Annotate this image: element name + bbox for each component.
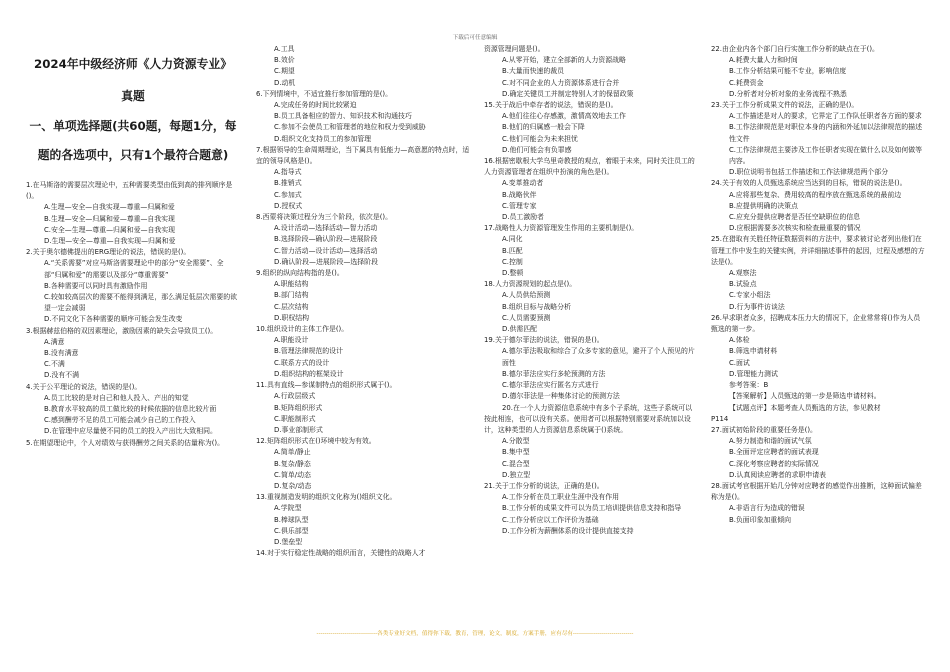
answer-option: A.职能结构 <box>274 280 309 289</box>
answer-option: D.确认阶段—进展阶段—选择阶段 <box>274 257 378 266</box>
answer-option: D.行为事件访谈法 <box>729 302 785 311</box>
answer-option: A.指导式 <box>274 168 302 177</box>
answer-option: D.组织文化支持员工的参加管理 <box>274 134 372 143</box>
question-stem: 11.具有直线—参谋制特点的组织形式属于()。 <box>256 381 397 390</box>
answer-option: D.供需匹配 <box>502 325 538 334</box>
answer-option: A.设计活动—选择活动—智力活动 <box>274 224 378 233</box>
answer-option: B.效价 <box>274 56 295 65</box>
answer-option: C.职能制形式 <box>274 414 316 423</box>
answer-option: D.事业部制形式 <box>274 425 323 434</box>
answer-option: B.工作分析的成果文件可以为员工培训提供信息支持和指导 <box>502 504 682 513</box>
answer-option: A.努力制造和谐的面试气氛 <box>729 437 812 446</box>
answer-option: D.在管理中应尽量使不同的员工的投入产出比大致相同。 <box>44 427 217 436</box>
answer-option: B.负面印象加重倾向 <box>729 515 792 524</box>
answer-option: C.工作分析应以工作评价为基础 <box>502 515 599 524</box>
column-1-lines <box>26 180 240 449</box>
answer-option: D.整顿 <box>502 269 524 278</box>
answer-option: A.学院型 <box>274 504 302 513</box>
answer-option: D.没有不满 <box>44 371 80 380</box>
answer-option: D.他们可能会有负罪感 <box>502 145 572 154</box>
answer-option: C.应充分提供应聘者是否任空缺职位的信息 <box>729 213 861 222</box>
question-stem: 13.重视制造发明的组织文化称为()组织文化。 <box>256 493 397 502</box>
answer-option: B.战略伙伴 <box>502 190 537 199</box>
answer-option: B.应提供明确的决策点 <box>729 201 798 210</box>
answer-option: A.“关系需要”对应马斯洛需要理论中的部分“安全需要”、全部“归属和爱”的需要以及部分“尊重需要” <box>44 259 224 279</box>
answer-option: C.安全—生理—尊重—归属和爱—自我实现 <box>44 225 176 234</box>
answer-option: C.德尔菲法应实行匿名方式进行 <box>502 381 599 390</box>
answer-option: C.参加式 <box>274 190 302 199</box>
answer-option: A.生理—安全—自我实现—尊重—归属和爱 <box>44 203 175 212</box>
answer-option: A.行政层级式 <box>274 392 316 401</box>
answer-option: D.认真阅读应聘者的求职申请表 <box>729 470 827 479</box>
answer-option: A.员工比较的是对自己和他人投入、产出的知觉 <box>44 393 189 402</box>
question-stem: 14.对于实行稳定性战略的组织而言，关键性的战略人才 <box>256 549 426 558</box>
answer-option: A.简单/静止 <box>274 448 311 457</box>
answer-option: B.匹配 <box>502 246 523 255</box>
header-note: 下载后可任意编辑 <box>452 35 498 41</box>
question-stem: 18.人力资源规划的起点是()。 <box>484 280 577 289</box>
question-stem: 12.矩阵组织形式在()环境中较为有效。 <box>256 437 376 446</box>
answer-option: D.复杂/动态 <box>274 481 312 490</box>
answer-option: D.德尔菲法是一种集体讨论的预测方法 <box>502 392 620 401</box>
answer-option: C.人员需要预测 <box>502 313 551 322</box>
answer-option: B.管理法律规范的设计 <box>274 347 343 356</box>
answer-option: A.耗费大量人力和时间 <box>729 56 798 65</box>
answer-option: A.分散型 <box>502 437 530 446</box>
answer-option: A.职能设计 <box>274 336 309 345</box>
answer-option: C.期望 <box>274 67 295 76</box>
answer-option: C.俱乐部型 <box>274 526 309 535</box>
question-stem: 3.根据赫兹伯格的双因素理论，激励因素的缺失会导致员工()。 <box>26 326 218 335</box>
answer-option: B.各种需要可以同时具有激励作用 <box>44 281 148 290</box>
column-4-lines <box>711 44 925 526</box>
question-stem: 26.早求职者众多，招聘成本压力大的情况下，企业常常将()作为人员甄选的第一步。 <box>711 313 921 334</box>
question-stem: 25.在猎取有关胜任特征数据资料的方法中，要求被讨论者列出他们在管理工作中发生的关键实例，并详细描述事件的起因，过程及感想的方法是()。 <box>711 235 925 266</box>
answer-option: C.面试 <box>729 358 750 367</box>
answer-option: B.全面评定应聘者的面试表现 <box>729 448 819 457</box>
answer-option: B.没有满意 <box>44 349 79 358</box>
answer-option: B.推销式 <box>274 179 302 188</box>
question-stem: 9.组织的纵向结构指的是()。 <box>256 269 344 278</box>
answer-option: D.职权结构 <box>274 313 310 322</box>
question-stem: 21.关于工作分析的说法，正确的是()。 <box>484 481 604 490</box>
document-title: 2024年中级经济师《人力资源专业》 <box>34 57 232 71</box>
answer-option: B.矩阵组织形式 <box>274 403 323 412</box>
question-stem: 22.由企业内各个部门自行实施工作分析的缺点在于()。 <box>711 45 879 53</box>
question-stem: 27.面试初始阶段的重要任务是()。 <box>711 425 817 434</box>
footer-note: ------------------------------各类专业好文档，值得你下载，教育，管理，论文，制度，方案手册，应有尽有------------------------------ <box>316 631 634 637</box>
question-stem: 5.在期望理论中，个人对绩效与获得酬劳之间关系的估量称为()。 <box>26 438 224 447</box>
answer-option: B.集中型 <box>502 448 530 457</box>
answer-option: A.同化 <box>502 235 523 244</box>
answer-option: B.试验点 <box>729 280 757 289</box>
answer-option: D.职位说明书包括工作描述和工作法律规范两个部分 <box>729 168 889 177</box>
answer-option: D.分析者对分析对象的业务流程不熟悉 <box>729 89 847 98</box>
answer-option: A.变革推动者 <box>502 179 544 188</box>
answer-option: C.联系方式的设计 <box>274 358 330 367</box>
answer-option: B.生理—安全—归属和爱—尊重—自我实现 <box>44 214 175 223</box>
answer-option: C.管理专家 <box>502 201 537 210</box>
answer-option: B.棒球队型 <box>274 515 309 524</box>
answer-option: B.德尔菲法应实行多轮预测的方法 <box>502 369 606 378</box>
question-stem: 7.根据领导的生命周期理论，当下属具有低能力—高意愿的特点时，适宜的领导风格是()。 <box>256 145 470 166</box>
answer-option: B.他们的归属感一般会下降 <box>502 123 585 132</box>
question-stem: 23.关于工作分析成果文件的说法，正确的是()。 <box>711 101 859 110</box>
column-3 <box>484 44 698 619</box>
answer-option: B.组织目标与战略分析 <box>502 302 571 311</box>
answer-option: A.德尔菲法吸取和综合了众多专家的意见，避开了个人预见的片面性 <box>502 347 695 367</box>
question-stem: 2.关于奥尔德佛提出的ERG理论的说法，错误的是()。 <box>26 248 191 257</box>
answer-option: C.深化考察应聘者的实际情况 <box>729 459 819 468</box>
answer-option: C.专家小组法 <box>729 291 771 300</box>
answer-option: A.应将那些复杂、费用较高的程序放在甄选系统的最前边 <box>729 190 902 199</box>
question-stem: 10.组织设计的主体工作是()。 <box>256 325 349 334</box>
answer-option: 【答案解析】人员甄选的第一步是筛选申请材料。 <box>729 392 881 401</box>
answer-option: C.他们可能会为未来担忧 <box>502 134 578 143</box>
answer-option: B.工作法律规范是对职位本身的内涵和外延加以法律规范的描述性文件 <box>729 123 922 143</box>
column-2 <box>256 44 470 619</box>
text-line: 资源管理问题是()。 <box>484 45 545 53</box>
answer-option: A.从零开始，建立全部新的人力资源战略 <box>502 56 626 65</box>
answer-option: D.员工激励者 <box>502 213 544 222</box>
answer-option: B.选择阶段—确认阶段—进展阶段 <box>274 235 378 244</box>
question-stem: 6.下列情境中，不适宜推行参加管理的是()。 <box>256 89 392 98</box>
answer-option: 【试题点评】本题考查人员甄选的方法，参见教材 <box>729 403 881 412</box>
answer-option: D.独立型 <box>502 470 531 479</box>
answer-option: A.满意 <box>44 337 65 346</box>
answer-option: D.应根据需要多次核实和检查最重要的情况 <box>729 224 861 233</box>
answer-option: D.确定关键员工并制定特别人才的保留政策 <box>502 89 634 98</box>
answer-option: B.大量而快速的裁员 <box>502 67 565 76</box>
question-stem: 24.关于有效的人员甄选系统应当达到的目标，错误的说法是()。 <box>711 179 907 188</box>
answer-option: C.较如较高层次的需要不能得到满足，那么满足低层次需要的欲望一定会减弱 <box>44 293 238 313</box>
answer-option: C.感到酬劳不足的员工可能会减少自己的工作投入 <box>44 416 196 425</box>
answer-option: A.非语言行为造成的错误 <box>729 504 805 513</box>
question-stem: 17.战略性人力资源管理发生作用的主要机制是()。 <box>484 224 639 233</box>
question-stem: 16.根据密歇根大学乌里奇教授的观点，着眼于未来，同时关注员工的人力资源管理者在组织中扮演的角色是()。 <box>484 157 695 177</box>
section-heading: 一、单项选择题(共60题，每题1分，每题的各选项中，只有1个最符合题意) <box>29 119 237 162</box>
answer-option: B.工作分析结果可能不专业，影响信度 <box>729 67 847 76</box>
answer-option: 参考答案：B <box>729 381 769 390</box>
answer-option: D.堡垒型 <box>274 537 303 546</box>
column-4 <box>711 44 925 619</box>
text-line: P114 <box>711 414 729 423</box>
answer-option: C.对不同企业的人力资源体系进行合并 <box>502 78 620 87</box>
answer-option: A.他们往往心存感激，激情高效地去工作 <box>502 112 626 121</box>
answer-option: D.管理能力测试 <box>729 369 778 378</box>
answer-option: C.层次结构 <box>274 302 309 311</box>
answer-option: C.智力活动—设计活动—选择活动 <box>274 246 378 255</box>
answer-option: B.教育水平较高的员工做比较的时候依据的信息比较片面 <box>44 405 217 414</box>
question-stem: 28.面试考官根据开始几分钟对应聘者的感觉作出推断，这种面试偏差称为是()。 <box>711 481 922 502</box>
question-stem: 4.关于公平理论的说法，错误的是()。 <box>26 382 142 391</box>
text-line: 20.在一个人力资源信息系统中有多个子系统，这些子系统可以按此相连，也可以没有关系。使用者可以根据特别需要对系统加以设计，这种类型的人力资源信息系统属于()系统。 <box>484 403 693 434</box>
answer-option: C.不满 <box>44 360 65 369</box>
answer-option: D.组织结构的框架设计 <box>274 369 344 378</box>
column-1 <box>26 44 240 619</box>
answer-option: A.工具 <box>274 45 295 53</box>
column-2-lines <box>256 44 470 559</box>
answer-option: D.动机 <box>274 78 296 87</box>
answer-option: C.控制 <box>502 257 523 266</box>
answer-option: D.工作分析为薪酬体系的设计提供直接支持 <box>502 526 634 535</box>
answer-option: C.简单/动态 <box>274 470 311 479</box>
answer-option: C.混合型 <box>502 459 530 468</box>
answer-option: A.观察法 <box>729 269 757 278</box>
answer-option: C.参加不会使员工和管理者的地位和权力受到威胁 <box>274 123 426 132</box>
column-3-lines <box>484 44 698 537</box>
document-subtitle: 真题 <box>121 89 145 103</box>
answer-option: B.员工具备相应的智力、知识技术和沟通技巧 <box>274 112 412 121</box>
question-stem: 8.西蒙将决策过程分为三个阶段，依次是()。 <box>256 213 392 222</box>
answer-option: D.授权式 <box>274 201 303 210</box>
answer-option: B.筛选申请材料 <box>729 347 778 356</box>
answer-option: A.工作分析在员工职业生涯中没有作用 <box>502 493 620 502</box>
question-stem: 19.关于德尔菲法的说法，错误的是()。 <box>484 336 604 345</box>
answer-option: C.工作法律规范主要涉及工作任职者实现在做什么以及如何做等内容。 <box>729 145 923 166</box>
question-stem: 1.在马斯洛的需要层次理论中，五种需要类型由低到高的排列顺序是()。 <box>26 181 233 201</box>
answer-option: A.体检 <box>729 336 750 345</box>
answer-option: D.生理—安全—尊重—自我实现—归属和爱 <box>44 237 176 246</box>
answer-option: B.部门结构 <box>274 291 309 300</box>
answer-option: C.耗费资金 <box>729 78 764 87</box>
answer-option: B.复杂/静态 <box>274 459 311 468</box>
question-stem: 15.关于战后中牵存者的说法，错误的是()。 <box>484 101 618 110</box>
answer-option: A.工作描述是对人的要求，它界定了工作队任职者各方面的要求 <box>729 112 922 121</box>
answer-option: D.不同文化下各种需要的顺序可能会发生改变 <box>44 315 183 324</box>
answer-option: A.人员供给预测 <box>502 291 551 300</box>
answer-option: A.完成任务的时间比较紧迫 <box>274 101 357 110</box>
